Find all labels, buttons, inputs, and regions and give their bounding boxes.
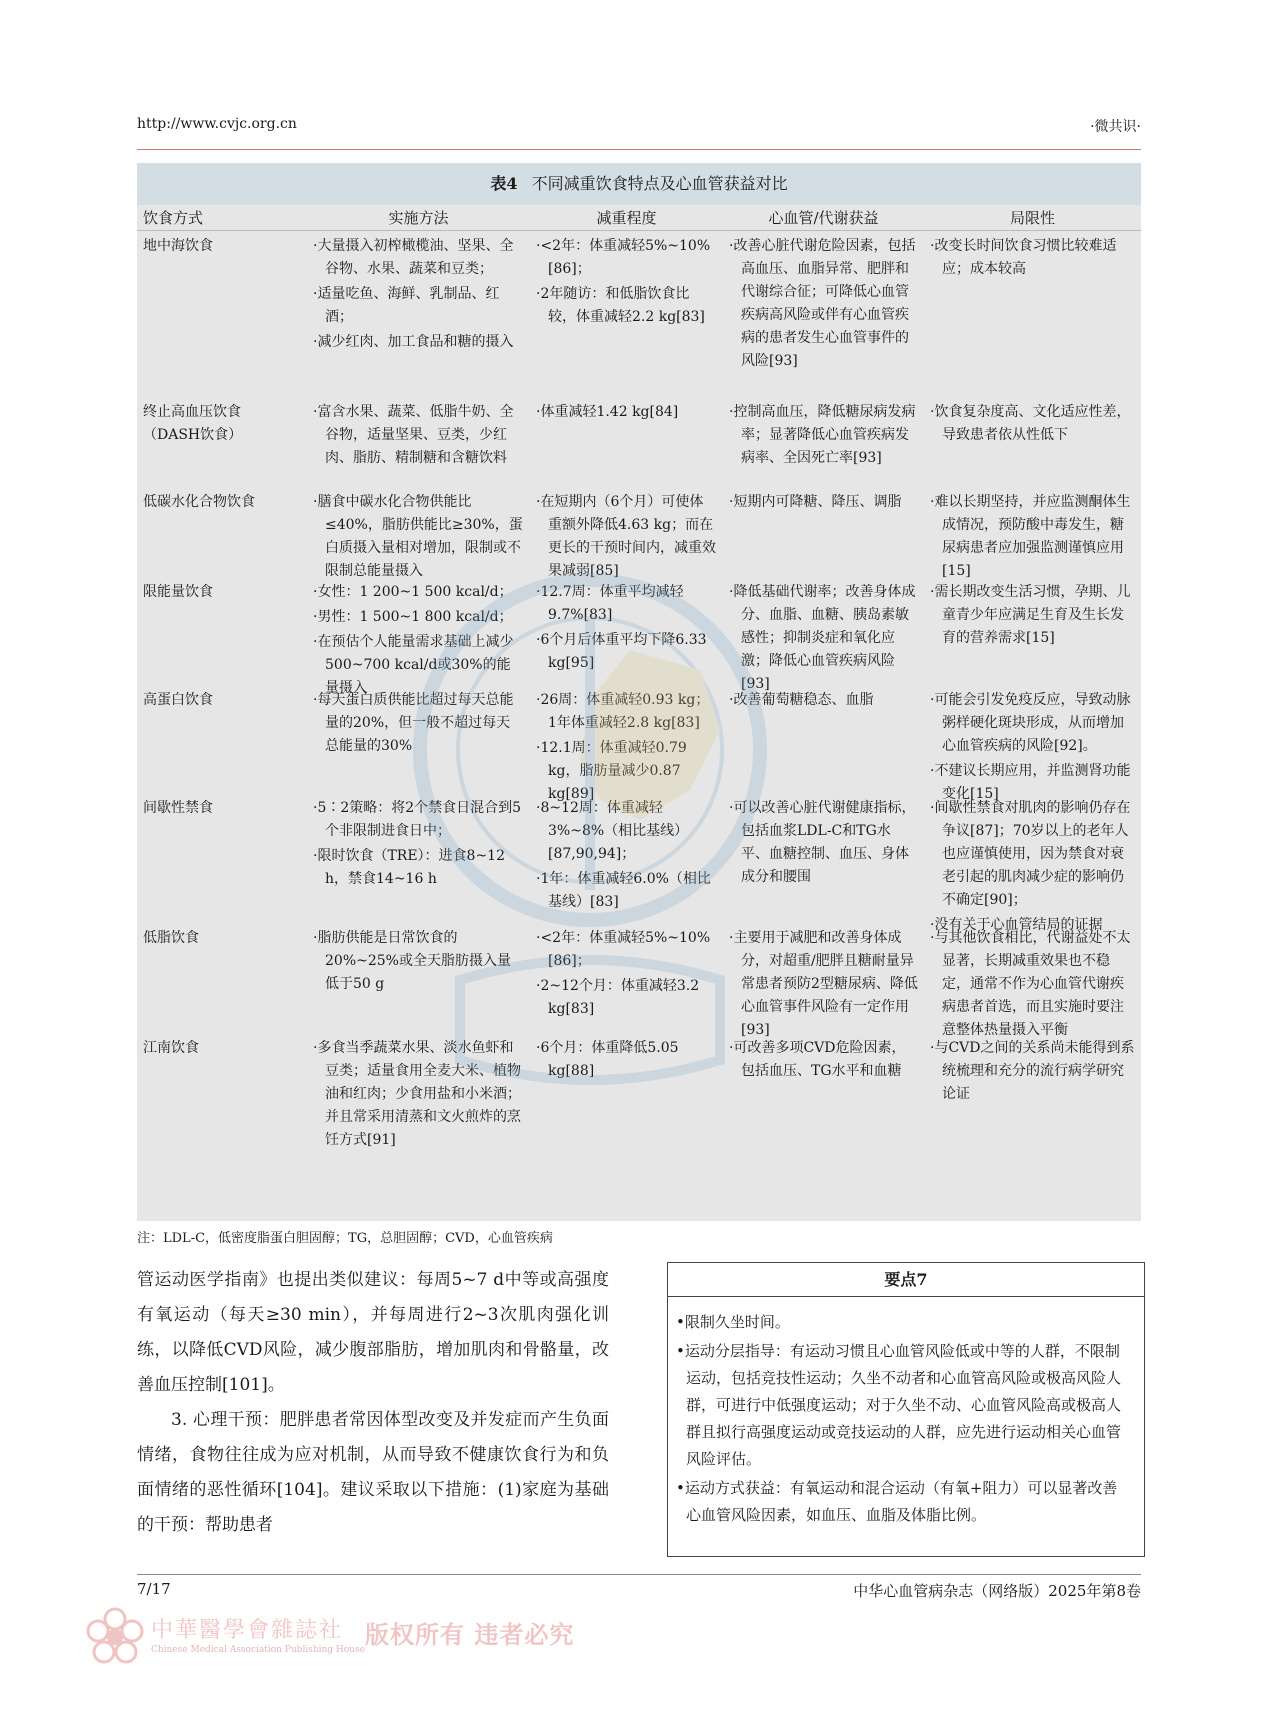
cell-item: ·减少红肉、加工食品和糖的摄入	[313, 334, 514, 350]
cell-item: ·不建议长期应用，并监测肾功能变化[15]	[930, 763, 1131, 802]
cell-item: ·富含水果、蔬菜、低脂牛奶、全谷物，适量坚果、豆类，少红肉、脂肪、精制糖和含糖饮料	[313, 404, 514, 466]
table-cell-name	[137, 793, 307, 923]
table-cell-method	[307, 487, 530, 577]
table-cell-benefit	[723, 577, 924, 692]
body-paragraph-1: 管运动医学指南》也提出类似建议：每周5~7 d中等或高强度有氧运动（每天≥30 min），并每周进行2~3次肌肉强化训练，以降低CVD风险，减少腹部脂肪，增加肌肉和骨骼量，改善血压控制[101]。	[137, 1270, 609, 1395]
body-paragraph-2: 3. 心理干预：肥胖患者常因体型改变及并发症而产生负面情绪，食物往往成为应对机制，从而导致不健康饮食行为和负面情绪的恶性循环[104]。建议采取以下措施：(1)家庭为基础的干预：帮助患者	[137, 1410, 609, 1535]
table-row	[137, 487, 1141, 577]
table-cell-benefit	[723, 487, 924, 577]
table-cell-method	[307, 397, 530, 487]
diet-name: 低脂饮食	[143, 930, 199, 946]
column-header: 减重程度	[596, 209, 657, 227]
column-header: 实施方法	[388, 209, 449, 227]
table-cell-benefit	[723, 231, 924, 397]
table-cell-name	[137, 685, 307, 793]
table-cell-benefit	[723, 923, 924, 1038]
cell-item: ·间歇性禁食对肌肉的影响仍存在争议[87]；70岁以上的老年人也应谨慎使用，因为禁食对衰老引起的肌肉减少症的影响仍不确定[90]；	[930, 800, 1131, 908]
cell-item: ·女性：1 200~1 500 kcal/d；	[313, 584, 513, 600]
cell-item: ·可改善多项CVD危险因素，包括血压、TG水平和血糖	[729, 1040, 906, 1079]
cell-item: ·饮食复杂度高、文化适应性差，导致患者依从性低下	[930, 404, 1131, 443]
cell-item: ·控制高血压，降低糖尿病发病率；显著降低心血管疾病发病率、全因死亡率[93]	[729, 404, 916, 466]
cell-item: ·<2年：体重减轻5%~10%[86]；	[536, 238, 711, 277]
header-divider	[137, 149, 1141, 150]
diet-name: 低碳水化合物饮食	[143, 494, 255, 510]
table-row	[137, 923, 1141, 1038]
section-label: ·微共识·	[1090, 119, 1141, 135]
cell-item: ·没有关于心血管结局的证据	[930, 917, 1103, 933]
table-row	[137, 231, 1141, 397]
copyright-stamp: 版权所有 违者必究	[365, 1620, 575, 1649]
cell-item: ·多食当季蔬菜水果、淡水鱼虾和豆类；适量食用全麦大米、植物油和红肉；少食用盐和小米酒；并且常采用清蒸和文火煎炸的烹饪方式[91]	[313, 1040, 521, 1148]
table-cell-weight	[530, 487, 723, 577]
table-cell-method	[307, 1033, 530, 1148]
table-cell-weight	[530, 577, 723, 685]
table-cell-method	[307, 685, 530, 793]
cell-item: ·男性：1 500~1 800 kcal/d；	[313, 609, 513, 625]
cell-item: ·2~12个月：体重减轻3.2 kg[83]	[536, 978, 700, 1017]
table-cell-name	[137, 577, 307, 685]
cell-item: ·降低基础代谢率；改善身体成分、血脂、血糖、胰岛素敏感性；抑制炎症和氧化应激；降低心血管疾病风险[93]	[729, 584, 916, 692]
table-title: 不同减重饮食特点及心血管获益对比	[531, 174, 788, 193]
table-cell-limit	[924, 923, 1141, 1038]
diet-comparison-table	[137, 163, 1141, 1221]
page-number: 7/17	[137, 1580, 171, 1598]
table-cell-weight	[530, 397, 723, 487]
publisher-flower-icon	[85, 1607, 145, 1667]
table-cell-name	[137, 1033, 307, 1145]
column-header: 心血管/代谢获益	[768, 209, 879, 227]
cell-item: ·6个月后体重平均下降6.33 kg[95]	[536, 632, 707, 671]
cell-item: ·需长期改变生活习惯，孕期、儿童青少年应满足生育及生长发育的营养需求[15]	[930, 584, 1131, 646]
table-cell-weight	[530, 1033, 723, 1145]
cell-item: ·12.7周：体重平均减轻9.7%[83]	[536, 584, 684, 623]
cell-item: ·短期内可降糖、降压、调脂	[729, 494, 902, 510]
table-cell-name	[137, 397, 307, 487]
table-row	[137, 685, 1141, 802]
keypoint-box	[667, 1262, 1145, 1557]
cell-item: ·限时饮食（TRE）：进食8~12 h，禁食14~16 h	[313, 848, 506, 887]
cell-item: ·12.1周：体重减轻0.79 kg，脂肪量减少0.87 kg[89]	[536, 740, 687, 802]
flower-petal	[94, 1642, 114, 1662]
table-cell-limit	[924, 793, 1141, 933]
publisher-name-en: Chinese Medical Association Publishing House	[151, 1645, 365, 1655]
table-cell-name	[137, 231, 307, 397]
cell-item: ·在预估个人能量需求基础上减少500~700 kcal/d或30%的能量摄入	[313, 634, 514, 696]
column-header: 局限性	[1009, 209, 1055, 227]
table-cell-limit	[924, 487, 1141, 577]
table-body	[137, 231, 1141, 1148]
table-cell-benefit	[723, 685, 924, 793]
cell-item: ·1年：体重减轻6.0%（相比基线）[83]	[536, 871, 711, 910]
cell-item: ·脂肪供能是日常饮食的20%~25%或全天脂肪摄入量低于50 g	[313, 930, 511, 992]
diet-name: （DASH饮食）	[143, 427, 243, 443]
cell-item: ·5∶2策略：将2个禁食日混合到5个非限制进食日中；	[313, 800, 522, 839]
table-cell-weight	[530, 793, 723, 923]
table-cell-method	[307, 923, 530, 1033]
publisher-logo-bar	[85, 1607, 605, 1669]
cell-item: ·主要用于减肥和改善身体成分，对超重/肥胖且糖耐量异常患者预防2型糖尿病、降低心血管事件风险有一定作用[93]	[729, 930, 918, 1038]
keypoint-list	[668, 1297, 1144, 1529]
body-text	[137, 1263, 609, 1543]
table-cell-weight	[530, 231, 723, 397]
cell-item: ·适量吃鱼、海鲜、乳制品、红酒；	[313, 286, 500, 325]
page-header	[137, 116, 1141, 140]
table-label: 表4	[490, 174, 518, 193]
cell-item: ·体重减轻1.42 kg[84]	[536, 404, 679, 420]
table-cell-method	[307, 577, 530, 696]
table-cell-name	[137, 487, 307, 577]
diet-name: 高蛋白饮食	[143, 692, 213, 708]
cell-item: ·改善心脏代谢危险因素，包括高血压、血脂异常、肥胖和代谢综合征；可降低心血管疾病高风险或伴有心血管疾病的患者发生心血管事件的风险[93]	[729, 238, 916, 369]
journal-url[interactable]: http://www.cvjc.org.cn	[137, 116, 297, 132]
cell-item: ·与CVD之间的关系尚未能得到系统梳理和充分的流行病学研究论证	[930, 1040, 1135, 1102]
table-cell-limit	[924, 577, 1141, 685]
keypoint-item: •运动分层指导：有运动习惯且心血管风险低或中等的人群，不限制运动，包括竞技性运动；久坐不动者和心血管高风险或极高风险人群，可进行中低强度运动；对于久坐不动、心血管风险高或极高人群且拟行高强度运动或竞技运动的人群，应先进行运动相关心血管风险评估。	[676, 1342, 1122, 1468]
cell-item: ·与其他饮食相比，代谢益处不太显著，长期减重效果也不稳定，通常不作为心血管代谢疾病患者首选，而且实施时要注意整体热量摄入平衡	[930, 930, 1131, 1038]
cell-item: ·<2年：体重减轻5%~10%[86]；	[536, 930, 711, 969]
table-cell-weight	[530, 685, 723, 802]
diet-name: 间歇性禁食	[143, 800, 213, 816]
flower-petal	[116, 1642, 136, 1662]
diet-name: 终止高血压饮食	[143, 404, 241, 420]
keypoint-item: •限制久坐时间。	[676, 1313, 790, 1331]
table-cell-limit	[924, 397, 1141, 487]
table-cell-benefit	[723, 793, 924, 923]
table-row	[137, 1033, 1141, 1148]
table-cell-limit	[924, 1033, 1141, 1145]
cell-item: ·每天蛋白质供能比超过每天总能量的20%，但一般不超过每天总能量的30%	[313, 692, 514, 754]
cell-item: ·改善葡萄糖稳态、血脂	[729, 692, 874, 708]
diet-name: 限能量饮食	[143, 584, 213, 600]
flower-petal	[122, 1621, 142, 1641]
table-row	[137, 577, 1141, 696]
table-header-row	[137, 205, 1141, 231]
column-header: 饮食方式	[143, 209, 204, 227]
cell-item: ·膳食中碳水化合物供能比≤40%，脂肪供能比≥30%，蛋白质摄入量相对增加，限制或不限制总能量摄入	[313, 494, 523, 579]
cell-item: ·在短期内（6个月）可使体重额外降低4.63 kg；而在更长的干预时间内，减重效果减弱[85]	[536, 494, 716, 579]
cell-item: ·可以改善心脏代谢健康指标，包括血浆LDL-C和TG水平、血糖控制、血压、身体成分和腰围	[729, 800, 916, 885]
flower-petal	[88, 1621, 108, 1641]
cell-item: ·可能会引发免疫反应，导致动脉粥样硬化斑块形成，从而增加心血管疾病的风险[92]。	[930, 692, 1131, 754]
table-cell-method	[307, 793, 530, 923]
footer-divider	[137, 1574, 1141, 1575]
diet-name: 江南饮食	[143, 1040, 199, 1056]
cell-item: ·大量摄入初榨橄榄油、坚果、全谷物、水果、蔬菜和豆类；	[313, 238, 514, 277]
cell-item: ·6个月：体重降低5.05 kg[88]	[536, 1040, 679, 1079]
table-cell-weight	[530, 923, 723, 1033]
table-cell-method	[307, 231, 530, 397]
publisher-name-cn: 中華醫學會雜誌社	[151, 1618, 344, 1643]
table-row	[137, 793, 1141, 933]
cell-item: ·8~12周：体重减轻3%~8%（相比基线）[87,90,94]；	[536, 800, 689, 862]
table-cell-limit	[924, 231, 1141, 397]
table-cell-benefit	[723, 397, 924, 487]
journal-issue: 中华心血管病杂志（网络版）2025年第8卷	[853, 1582, 1141, 1600]
cell-item: ·改变长时间饮食习惯比较难适应；成本较高	[930, 238, 1117, 277]
cell-item: ·26周：体重减轻0.93 kg；1年体重减轻2.8 kg[83]	[536, 692, 710, 731]
diet-name: 地中海饮食	[143, 238, 213, 254]
table-cell-name	[137, 923, 307, 1033]
keypoint-item: •运动方式获益：有氧运动和混合运动（有氧+阻力）可以显著改善心血管风险因素，如血压、血脂及体脂比例。	[676, 1479, 1118, 1524]
table-cell-benefit	[723, 1033, 924, 1145]
table-cell-limit	[924, 685, 1141, 802]
keypoint-title: 要点7	[668, 1263, 1144, 1297]
table-note: 注：LDL-C，低密度脂蛋白胆固醇；TG，总胆固醇；CVD，心血管疾病	[137, 1231, 553, 1246]
table-caption	[137, 163, 1141, 205]
cell-item: ·难以长期坚持，并应监测酮体生成情况，预防酸中毒发生，糖尿病患者应加强监测谨慎应用[15]	[930, 494, 1131, 579]
table-row	[137, 397, 1141, 487]
cell-item: ·2年随访：和低脂饮食比较，体重减轻2.2 kg[83]	[536, 286, 705, 325]
